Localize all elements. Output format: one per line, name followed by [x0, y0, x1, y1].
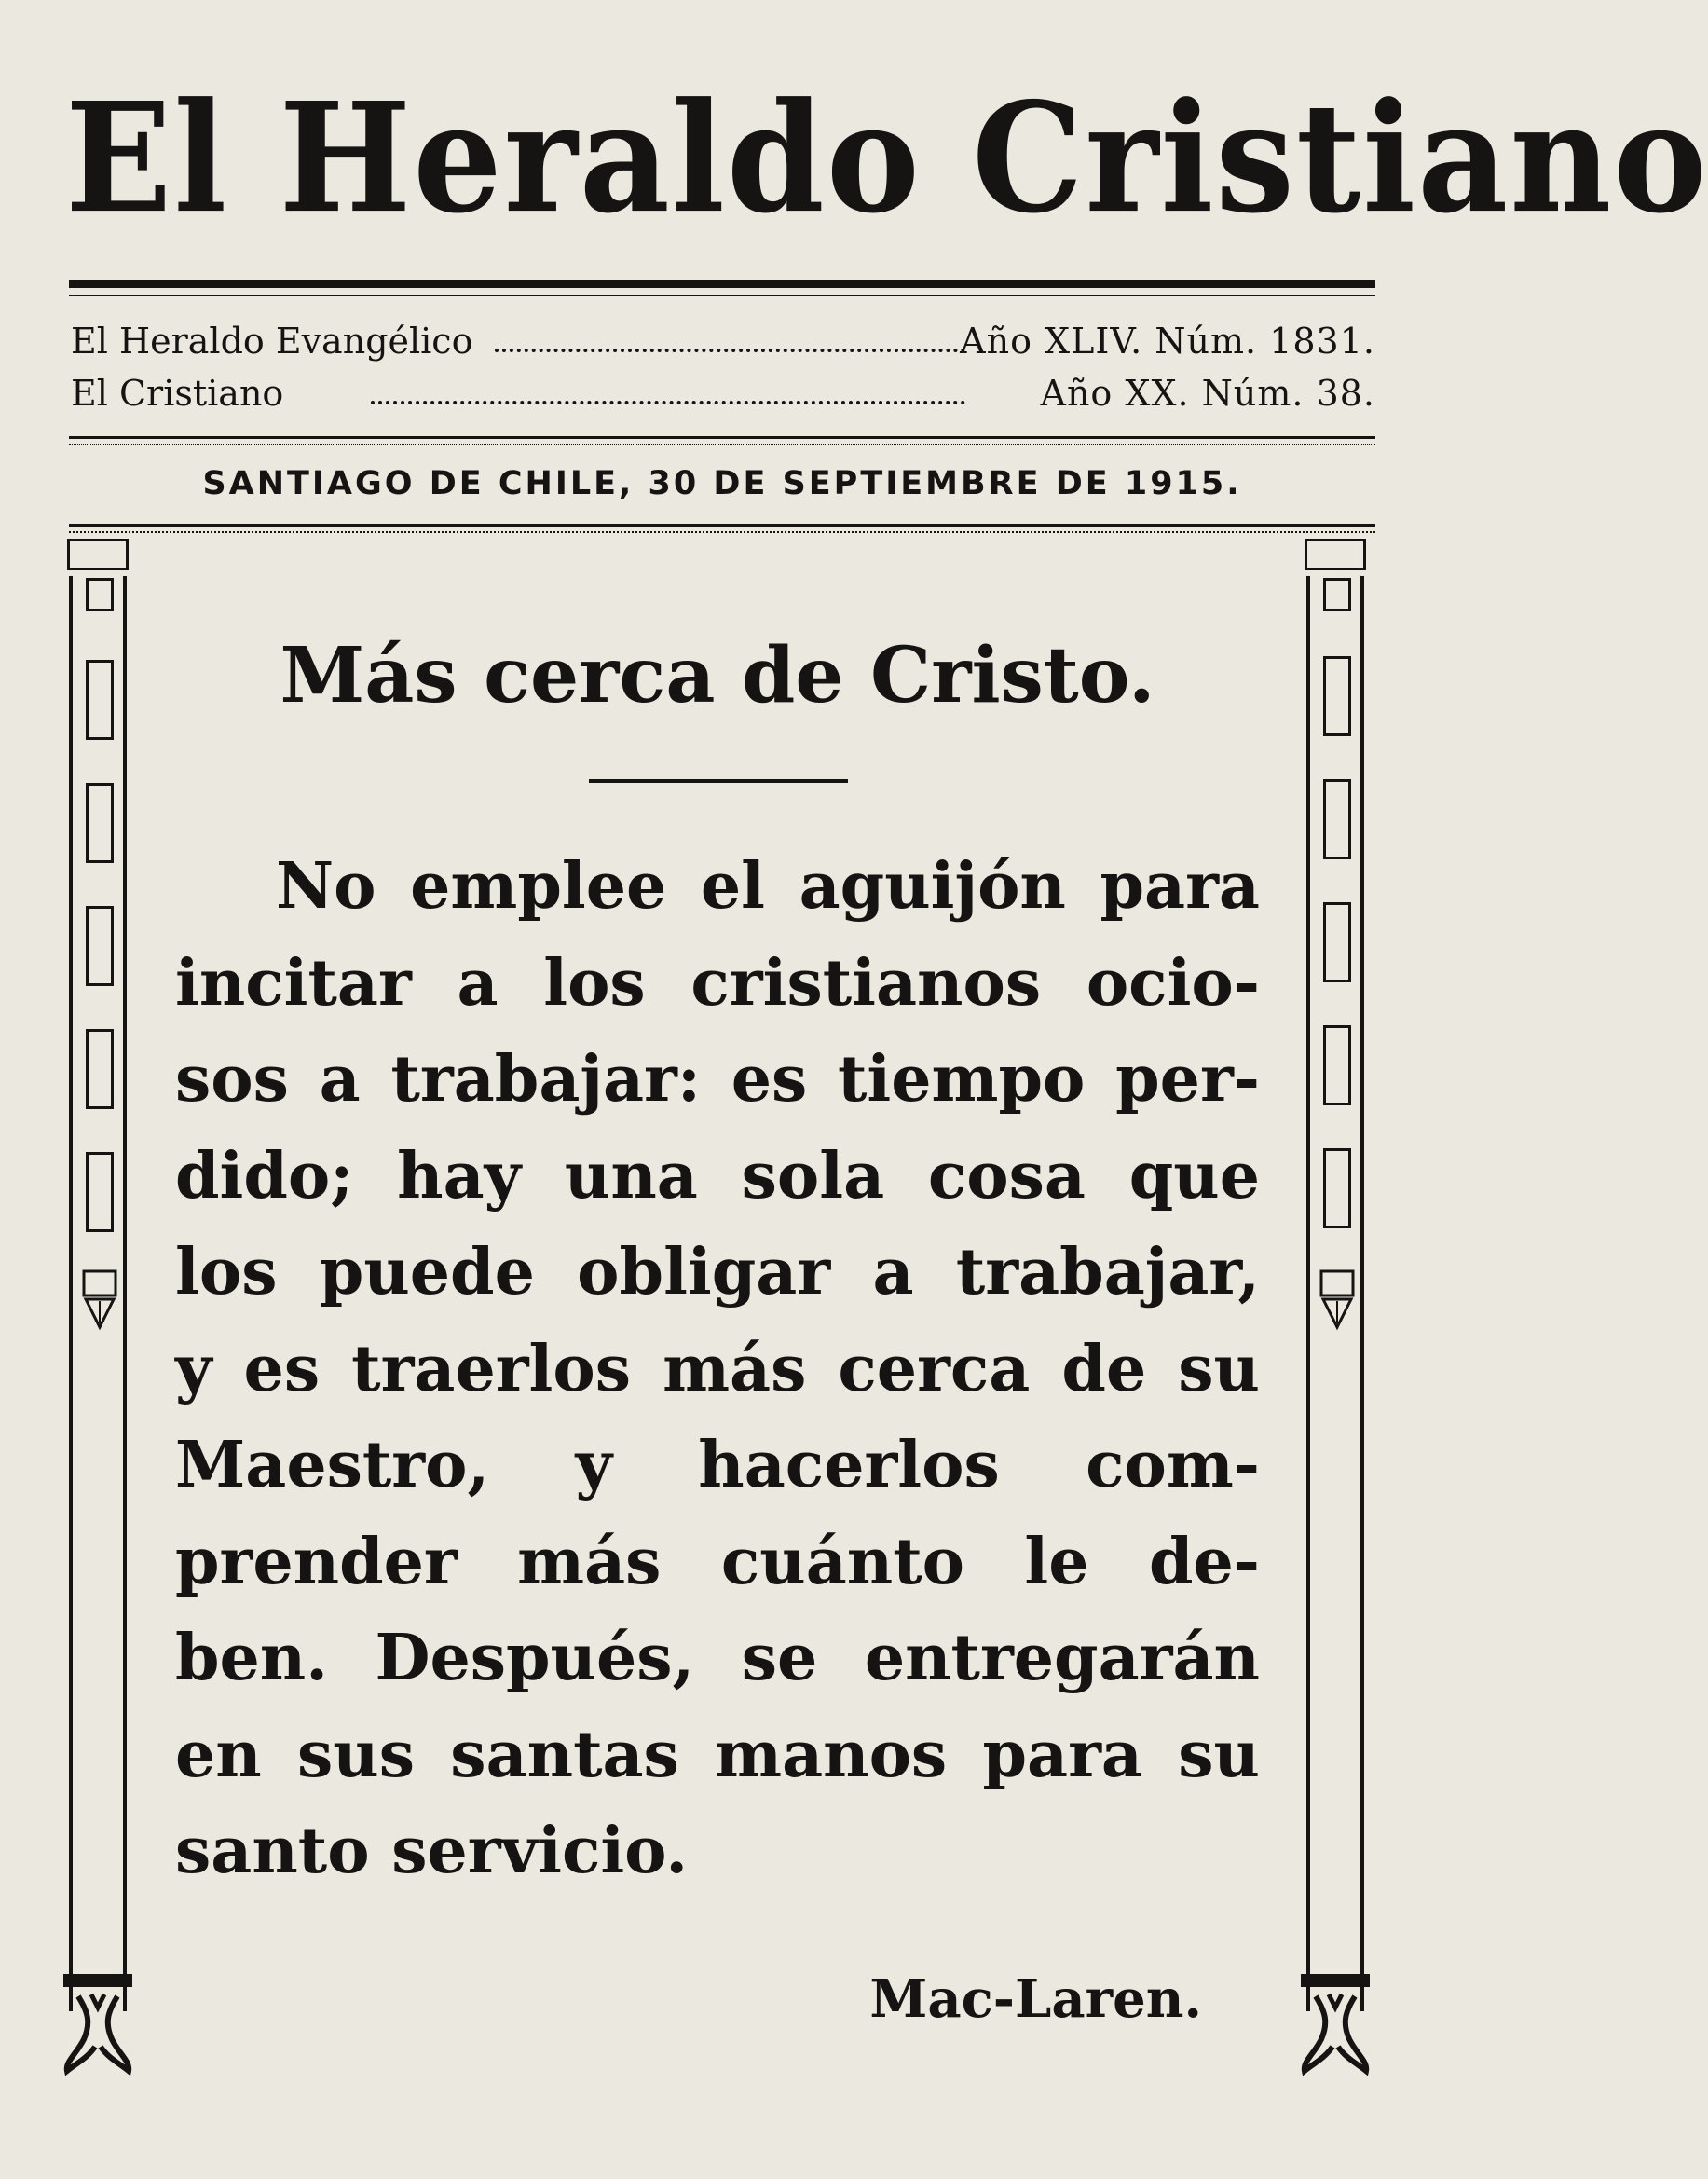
- body-line: incitar a los cristianos ocio-: [175, 945, 1260, 1021]
- column-panel: [86, 1152, 114, 1232]
- column-panel: [86, 906, 114, 986]
- column-panel: [86, 783, 114, 863]
- body-line: los puede obligar a trabajar,: [175, 1235, 1260, 1309]
- column-panel: [1323, 779, 1351, 859]
- column-panel: [1323, 1148, 1351, 1228]
- masthead-rule-thin: [69, 295, 1375, 296]
- column-base-ornament-icon: [1301, 1974, 1370, 2076]
- masthead-rule-thick: [69, 280, 1375, 288]
- column-panel: [86, 1029, 114, 1109]
- column-capital: [1305, 539, 1366, 570]
- subheader-row-1: [71, 315, 1375, 367]
- dateline-dotted-rule: [69, 531, 1375, 533]
- article-author: Mac-Laren.: [869, 1968, 1202, 2030]
- column-panel: [1323, 656, 1351, 736]
- title-divider: [589, 779, 848, 783]
- column-panel: [1323, 1025, 1351, 1105]
- issue-number: Año XLIV. Núm. 1831.: [960, 321, 1375, 362]
- body-line: Maestro, y hacerlos com-: [175, 1428, 1260, 1502]
- masthead-title: El Heraldo Cristiano: [65, 69, 1708, 248]
- body-line: en sus santas manos para su: [175, 1717, 1260, 1792]
- column-shaft: [123, 576, 127, 2011]
- article-body: [175, 839, 1260, 1900]
- publication-name: El Heraldo Evangélico: [71, 321, 473, 362]
- column-shaft: [1306, 576, 1310, 2011]
- body-line: y es traerlos más cerca de su: [175, 1331, 1260, 1406]
- body-line: dido; hay una sola cosa que: [175, 1138, 1260, 1213]
- subheader-row-2: [71, 367, 1375, 419]
- column-panel: [86, 578, 114, 611]
- column-pendant-icon: [82, 1269, 117, 1329]
- body-line: sos a trabajar: es tiempo per-: [175, 1042, 1260, 1117]
- column-pendant-icon: [1319, 1269, 1355, 1329]
- issue-number: Año XX. Núm. 38.: [1040, 373, 1375, 414]
- body-line: ben. Después, se entregarán: [175, 1621, 1260, 1695]
- right-ornamental-column: [1301, 539, 1373, 2076]
- subheader-rule: [69, 436, 1375, 439]
- leader-dots: [371, 401, 965, 404]
- body-line: prender más cuánto le de-: [175, 1524, 1260, 1599]
- column-capital: [67, 539, 129, 570]
- article-title: Más cerca de Cristo.: [280, 631, 1155, 720]
- subheader-dotted-rule: [69, 444, 1375, 445]
- dateline: SANTIAGO DE CHILE, 30 DE SEPTIEMBRE DE 1915.: [202, 465, 1242, 502]
- publication-name: El Cristiano: [71, 373, 284, 414]
- leader-dots: [495, 349, 965, 352]
- column-panel: [86, 660, 114, 740]
- dateline-rule: [69, 524, 1375, 527]
- column-shaft: [69, 576, 73, 2011]
- column-base-ornament-icon: [63, 1974, 132, 2076]
- column-panel: [1323, 578, 1351, 611]
- body-line: No emplee el aguijón para: [276, 849, 1260, 924]
- column-shaft: [1360, 576, 1364, 2011]
- left-ornamental-column: [63, 539, 136, 2076]
- column-panel: [1323, 902, 1351, 982]
- body-line: santo servicio.: [175, 1814, 689, 1888]
